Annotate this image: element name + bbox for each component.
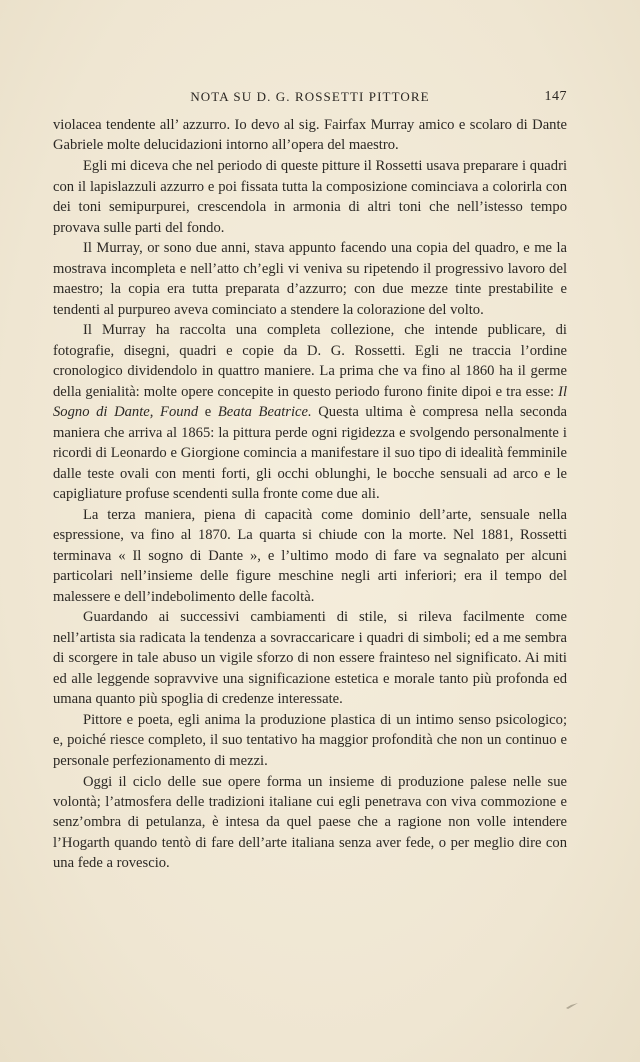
text-run: Pittore e poeta, egli anima la produzione plastica di un intimo senso psicologico; e, poiché riesce completo, il suo tentativo ha maggior profondità che non un continuo e personale perfezionamento di mezzi.: [53, 711, 567, 769]
text-run: Oggi il ciclo delle sue opere forma un insieme di produzione palese nelle sue volontà; l’atmosfera delle tradizioni italiane cui egli penetrava con viva commozione e senz’ombra di petulanza, è intesa da quel paese che a ragione non volle intendere l’Hogarth quando tentò di fare dell’arte italiana senza aver fede, o per meglio dire con una fede a rovescio.: [53, 773, 567, 872]
text-run: e: [198, 404, 218, 421]
paragraph: [53, 710, 567, 771]
text-run: Guardando ai successivi cambiamenti di stile, si rileva facilmente come nell’artista sia radicata la tendenza a sovraccaricare i quadri di simboli; ed a me sembra di scorgere in tale abuso un vigile sforzo di non essere frainteso nel significato. Ai miti ed alle leggende sopravvive una significazione estetica e morale tanto più profonda ed umana quanto più spoglia di credenze interessate.: [53, 609, 567, 708]
text-run: violacea tendente all’ azzurro. Io devo al sig. Fairfax Murray amico e scolaro di Dante Gabriele molte delucidazioni intorno all’opera del maestro.: [53, 117, 567, 154]
paragraph: [53, 772, 567, 874]
paragraph: [53, 115, 567, 156]
paragraph: [53, 238, 567, 320]
italic-title: Il Sogno di Dante, Found: [53, 383, 567, 421]
paragraph: [53, 156, 567, 238]
text-run: Egli mi diceva che nel periodo di queste pitture il Rossetti usava preparare i quadri con il lapislazzuli azzurro e poi fissata tutta la composizione cominciava a colorirla con dei toni semipurpurei, crescendola in armonia di altri toni che nell’istesso tempo provava sulle parti del fondo.: [53, 158, 567, 236]
italic-title: Beata Beatrice.: [217, 404, 312, 421]
paragraph: [53, 320, 567, 504]
text-run: La terza maniera, piena di capacità come dominio dell’arte, sensuale nella espressione, va fino al 1870. La quarta si chiude con la morte. Nel 1881, Rossetti terminava « Il sogno di Dante », e l’ultimo modo di fare va segnalato per alcuni particolari nell’insieme delle figure meschine negli arti inferiori; era il tempo del malessere e dell’indebolimento delle facoltà.: [53, 506, 567, 605]
text-run: Il Murray ha raccolta una completa collezione, che intende publicare, di fotografie, disegni, quadri e copie da D. G. Rossetti. Egli ne traccia l’ordine cronologico dividendolo in quattro maniere. La prima che va fino al 1860 ha il germe della genialità: molte opere concepite in questo periodo furono finite dipoi e tra esse:: [53, 322, 567, 400]
ink-mark-icon: [565, 1002, 579, 1010]
paragraph: [53, 607, 567, 709]
page-number: 147: [544, 89, 567, 104]
running-title: NOTA SU D. G. ROSSETTI PITTORE: [190, 89, 430, 104]
running-header: [53, 89, 567, 109]
paragraph: [53, 505, 567, 607]
body-text: [53, 115, 567, 874]
text-run: Questa ultima è compresa nella seconda maniera che arriva al 1865: la pittura perde ogni rigidezza e svolgendo personalmente i ricordi di Leonardo e Giorgione comincia a manifestare il suo tipo di idealità femminile dalle teste ovali con menti forti, gli occhi oblunghi, le bocche sensuali ad arco e le capigliature profuse scendenti sulla fronte come due ali.: [53, 404, 567, 503]
text-run: Il Murray, or sono due anni, stava appunto facendo una copia del quadro, e me la mostrava incompleta e nell’atto ch’egli vi veniva su ripetendo il progressivo lavoro del maestro; la copia era tutta preparata d’azzurro; con due mezze tinte prestabilite e tendenti al purpureo aveva cominciato a stendere la colorazione del volto.: [53, 240, 567, 318]
